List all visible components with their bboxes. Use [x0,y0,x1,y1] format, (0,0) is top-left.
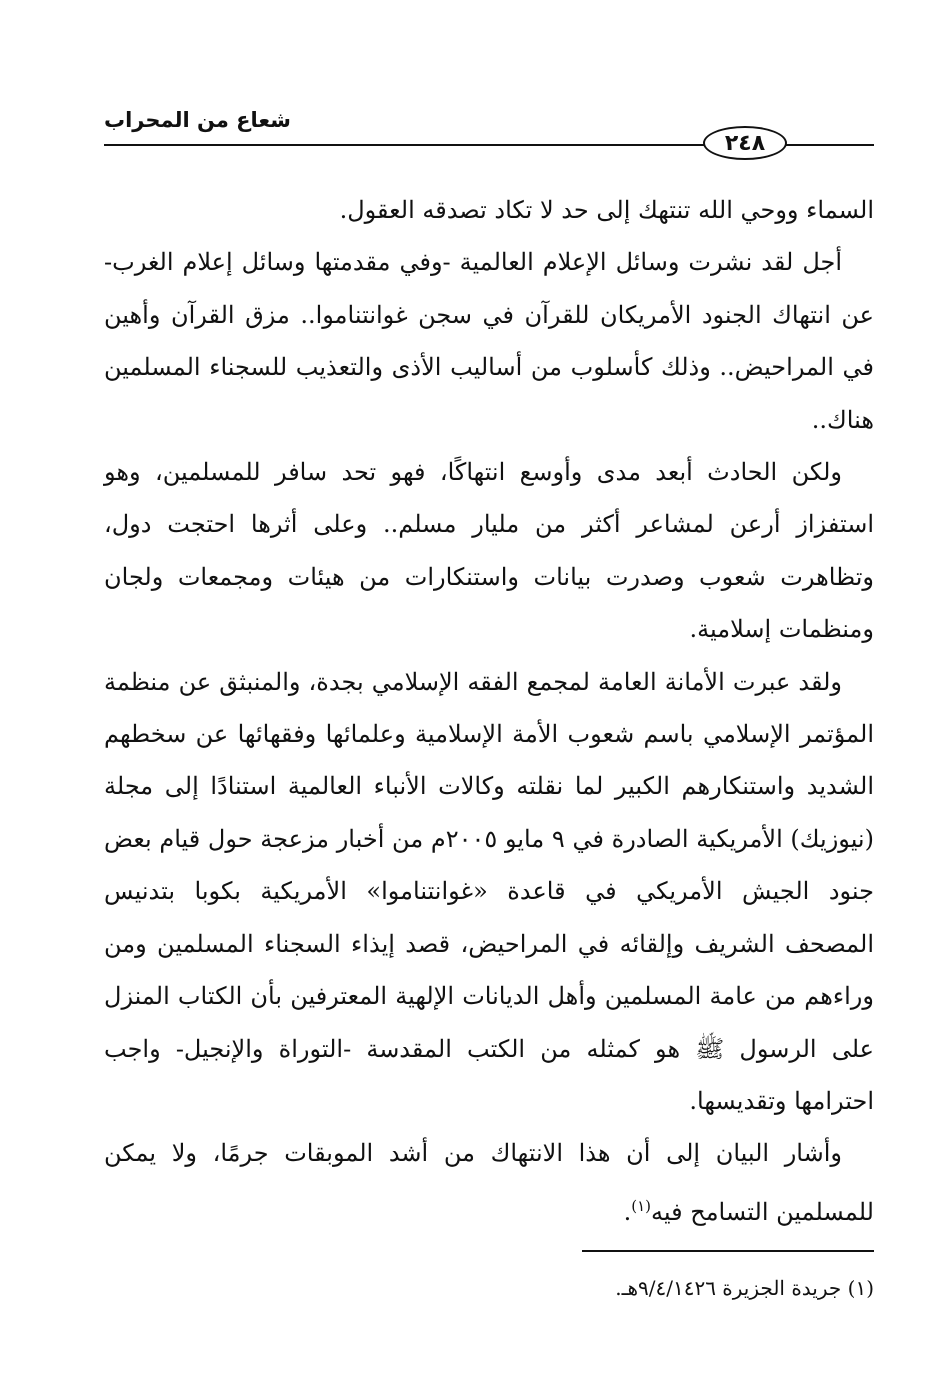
paragraph-3: ولكن الحادث أبعد مدى وأوسع انتهاكًا، فهو تحد سافر للمسلمين، وهو استفزاز أرعن لمشاعر أكثر من مليار مسلم.. وعلى أثرها احتجت دول، وتظاهرت شعوب وصدرت بيانات واستنكارات من هيئات ومجمعات ولجان ومنظمات إسلامية. [104,458,874,644]
body-text [104,184,874,1238]
footnote: (١) جريدة الجزيرة ٩/٤/١٤٢٦هـ. [615,1276,874,1300]
page-number-badge: ٢٤٨ [703,126,787,160]
paragraph-5-end: . [623,1197,632,1226]
running-header-title: شعاع من المحراب [104,108,291,132]
footnote-reference[interactable]: (١) [631,1196,651,1215]
paragraph-5-text: وأشار البيان إلى أن هذا الانتهاك من أشد الموبقات جرمًا، ولا يمكن للمسلمين التسامح فيه [104,1139,874,1226]
paragraph-5 [104,1127,874,1238]
footnote-rule [582,1250,874,1252]
paragraph-1: السماء ووحي الله تنتهك إلى حد لا تكاد تصدقه العقول. [339,196,874,224]
paragraph-4: ولقد عبرت الأمانة العامة لمجمع الفقه الإسلامي بجدة، والمنبثق عن منظمة المؤتمر الإسلامي باسم شعوب الأمة الإسلامية وعلمائها وفقهائها عن سخطهم الشديد واستنكارهم الكبير لما نقلته وكالات الأنباء العالمية استنادًا إلى مجلة (نيوزيك) الأمريكية الصادرة في ٩ مايو ٢٠٠٥م من أخبار مزعجة حول قيام بعض جنود الجيش الأمريكي في قاعدة «غوانتناموا» الأمريكية بكوبا بتدنيس المصحف الشريف وإلقائه في المراحيض، قصد إيذاء السجناء المسلمين ومن وراءهم من عامة المسلمين وأهل الديانات الإلهية المعترفين بأن الكتاب المنزل على الرسول ﷺ هو كمثله من الكتب المقدسة -التوراة والإنجيل- واجب احترامها وتقديسها. [104,667,874,1115]
paragraph-2: أجل لقد نشرت وسائل الإعلام العالمية -وفي مقدمتها وسائل إعلام الغرب- عن انتهاك الجنود الأمريكان للقرآن في سجن غوانتناموا.. مزق القرآن وأهين في المراحيض.. وذلك كأسلوب من أساليب الأذى والتعذيب للسجناء المسلمين هناك.. [104,248,874,434]
